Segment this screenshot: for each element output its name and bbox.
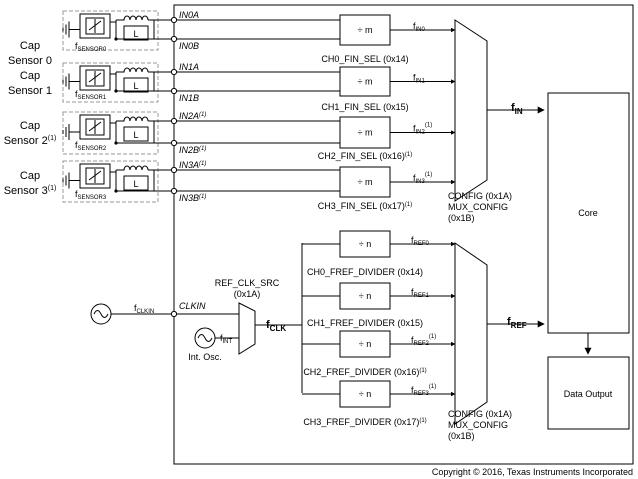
sensor-channel-2 [4, 111, 455, 161]
pin-a-label: IN0A [179, 10, 200, 20]
fin-divider-symbol: ÷ m [357, 76, 373, 87]
inductor-icon [116, 166, 148, 170]
ref-divider-channel-1 [302, 283, 455, 328]
fref-channel-label: $f_{REF1}$ [411, 287, 429, 299]
fref-mux-config-line1: CONFIG (0x1A) [448, 409, 513, 419]
pin-b-label: $IN3B^{(1)}$ [179, 193, 207, 203]
sensor-label-cap: Cap [19, 170, 41, 182]
sensor-label-cap: Cap [19, 120, 41, 132]
core-label: Core [578, 208, 598, 218]
sensor-label-name: Sensor 2$^{(1)}$ [3, 135, 57, 147]
inductor-label: L [133, 81, 139, 91]
pin-a-label: $IN3A^{(1)}$ [179, 160, 207, 170]
fref-divider-register-label: CH2_FREF_DIVIDER $(0x16)^{(1)}$ [303, 367, 427, 377]
fin-channel-label: $f_{IN0}$ [413, 21, 425, 33]
oscillator-label: Int. Osc. [188, 352, 222, 362]
sensor-label-name: Sensor 3$^{(1)}$ [3, 185, 57, 197]
fref-mux-config-line2: MUX_CONFIG [448, 420, 509, 430]
fref-channel-label: $f_{REF3}^{(1)}$ [411, 384, 437, 397]
fint-label: $f_{INT}$ [220, 333, 233, 345]
fin-mux-config-line3: (0x1B) [448, 213, 475, 223]
copyright-text: Copyright © 2016, Texas Instruments Incorporated [431, 467, 633, 477]
sensor-channel-0 [8, 10, 455, 67]
fref-divider-symbol: ÷ n [358, 389, 372, 399]
inductor-label: L [133, 179, 139, 189]
pin-a-label: IN1A [179, 62, 200, 72]
fin-channel-label: $f_{IN2}^{(1)}$ [413, 122, 433, 136]
fin-divider-symbol: ÷ m [357, 177, 373, 187]
ref-clk-src-line1: REF_CLK_SRC [214, 278, 280, 288]
fref-divider-register-label: CH0_FREF_DIVIDER (0x14) [306, 267, 424, 277]
pin-b-label: $IN2B^{(1)}$ [179, 145, 207, 155]
sensor-section [4, 10, 455, 211]
sensor-label-name: Sensor 0 [7, 55, 53, 67]
fref-divider-symbol: ÷ n [358, 339, 372, 349]
ref-divider-channel-0 [302, 231, 455, 277]
fin-mux-config-line2: MUX_CONFIG [448, 202, 509, 212]
inductor-icon [116, 16, 148, 20]
ref-divider-section [302, 231, 455, 427]
ref-divider-channel-2 [302, 331, 455, 377]
fin-select-register-label: CH3_FIN_SEL $(0x17)^{(1)}$ [317, 201, 413, 211]
clkin-pin-label: CLKIN [179, 301, 206, 311]
fref-channel-label: $f_{REF0}$ [411, 235, 429, 247]
fin-mux-config-line1: CONFIG (0x1A) [448, 191, 513, 201]
fref-divider-register-label: CH1_FREF_DIVIDER (0x15) [306, 318, 424, 328]
inductor-icon [116, 117, 148, 121]
fin-channel-label: $f_{IN3}^{(1)}$ [413, 172, 433, 185]
sensor-label-cap: Cap [19, 70, 41, 82]
ref-clk-mux [239, 303, 255, 354]
fsensor-label: $f_{SENSOR2}$ [75, 140, 107, 152]
fref-divider-symbol: ÷ n [358, 239, 372, 249]
fin-divider-symbol: ÷ m [357, 127, 373, 138]
data-output-label: Data Output [563, 389, 613, 399]
fin-channel-label: $f_{IN1}$ [413, 72, 425, 85]
fin-divider-symbol: ÷ m [357, 25, 373, 35]
clock-section [91, 243, 302, 393]
sensor-label-name: Sensor 1 [7, 85, 53, 97]
ref-divider-channel-3 [302, 381, 455, 427]
fsensor-label: $f_{SENSOR1}$ [75, 89, 107, 101]
pin-a-label: $IN2A^{(1)}$ [179, 111, 207, 121]
fref-channel-label: $f_{REF2}^{(1)}$ [411, 334, 437, 347]
inductor-label: L [133, 130, 139, 140]
fref-divider-symbol: ÷ n [358, 291, 372, 301]
fin-select-register-label: CH0_FIN_SEL (0x14) [321, 54, 409, 64]
pin-b-label: IN1B [179, 93, 200, 103]
pin-b-label: IN0B [179, 41, 200, 51]
fin-mux [448, 20, 544, 223]
sensor-label-cap: Cap [19, 40, 41, 52]
fref-divider-register-label: CH3_FREF_DIVIDER $(0x17)^{(1)}$ [303, 417, 427, 427]
inductor-icon [116, 68, 148, 72]
fin-output-label: $f_{IN}$ [511, 102, 523, 116]
fref-output-label: $f_{REF}$ [507, 316, 527, 330]
ref-clk-src-line2: (0x1A) [233, 289, 261, 299]
fsensor-label: $f_{SENSOR0}$ [75, 41, 107, 53]
fref-mux-config-line3: (0x1B) [448, 431, 475, 441]
sensor-channel-3 [4, 160, 455, 211]
fin-select-register-label: CH2_FIN_SEL $(0x16)^{(1)}$ [317, 151, 413, 161]
fsensor-label: $f_{SENSOR3}$ [75, 189, 107, 201]
fin-select-register-label: CH1_FIN_SEL (0x15) [321, 102, 409, 112]
fref-mux [448, 243, 544, 441]
sensor-channel-1 [8, 62, 455, 112]
fclkin-label: $f_{CLKIN}$ [134, 303, 155, 315]
fclk-label: $f_{CLK}$ [266, 319, 287, 333]
inductor-label: L [133, 29, 139, 39]
